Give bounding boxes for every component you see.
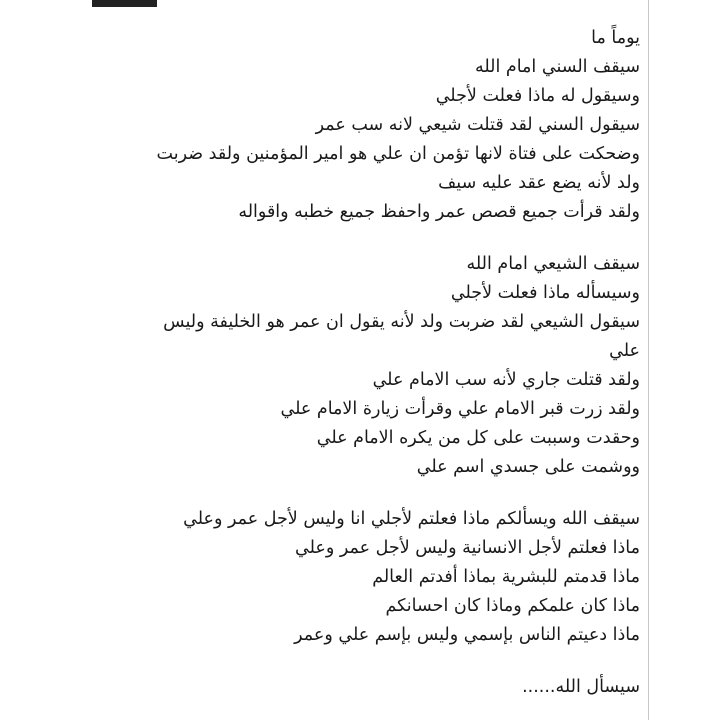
text-line: سيقف السني امام الله (474, 57, 640, 77)
text-line: ماذا فعلتم لأجل الانسانية وليس لأجل عمر وعلي (295, 538, 640, 558)
post-text (40, 24, 640, 702)
text-line: ولقد قرأت جميع قصص عمر واحفظ جميع خطبه واقواله (238, 202, 640, 222)
text-line: ولد لأنه يضع عقد عليه سيف (438, 173, 640, 193)
text-line: سيقول السني لقد قتلت شيعي لانه سب عمر (315, 115, 640, 135)
text-line: سيقف الشيعي امام الله (466, 254, 640, 274)
text-line: علي (609, 341, 640, 361)
closing-line: سيسأل الله...... (522, 677, 640, 697)
text-line: ماذا دعيتم الناس بإسمي وليس بإسم علي وعمر (294, 625, 640, 645)
text-line: سيقول الشيعي لقد ضربت ولد لأنه يقول ان عمر هو الخليفة وليس (163, 312, 640, 332)
text-line: سيقف الله ويسألكم ماذا فعلتم لأجلي انا وليس لأجل عمر وعلي (183, 509, 640, 529)
text-line: وسيسأله ماذا فعلت لأجلي (450, 283, 640, 303)
text-line: وسيقول له ماذا فعلت لأجلي (435, 86, 640, 106)
text-line: ولقد قتلت جاري لأنه سب الامام علي (372, 370, 640, 390)
text-line: ماذا قدمتم للبشرية بماذا أفدتم العالم (372, 567, 640, 587)
text-line: يوماً ما (591, 28, 640, 48)
right-border-line (648, 0, 649, 720)
paragraph-gap (40, 650, 640, 673)
text-line: ماذا كان علمكم وماذا كان احسانكم (385, 596, 640, 616)
paragraph-gap (40, 482, 640, 505)
text-line: ووشمت على جسدي اسم علي (416, 457, 640, 477)
paragraph-gap (40, 227, 640, 250)
text-line: وضحكت على فتاة لانها تؤمن ان علي هو امير المؤمنين ولقد ضربت (156, 144, 640, 164)
text-line: وحقدت وسببت على كل من يكره الامام علي (316, 428, 640, 448)
text-line: ولقد زرت قبر الامام علي وقرأت زيارة الامام علي (280, 399, 640, 419)
top-dark-bar (92, 0, 157, 7)
